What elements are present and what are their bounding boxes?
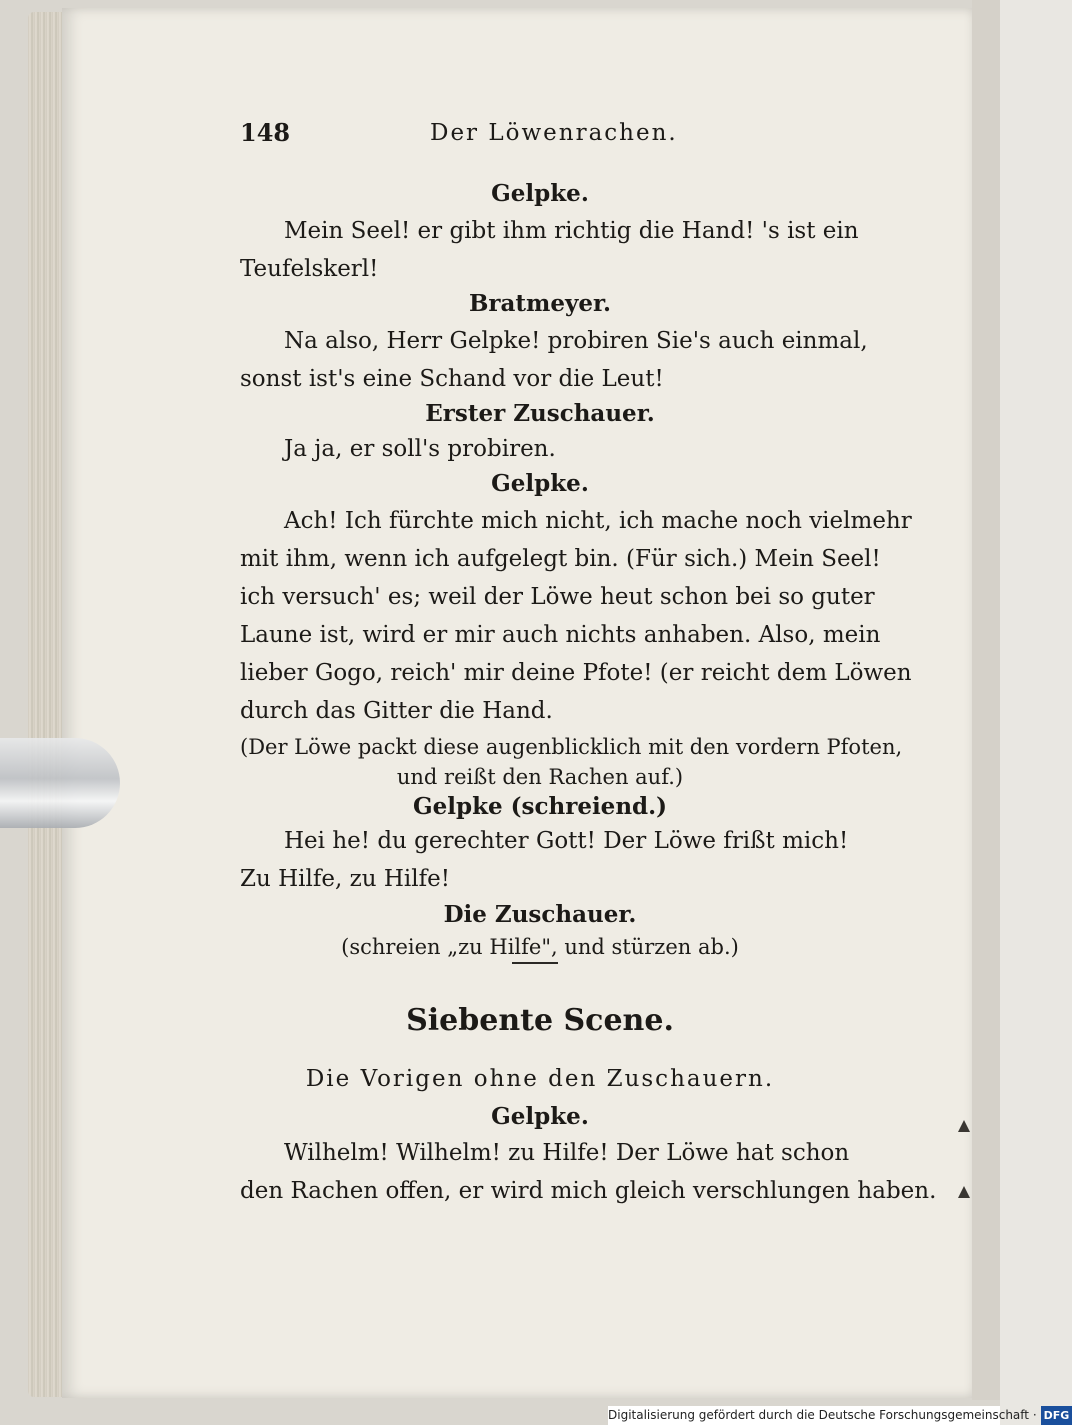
dialogue-line: Zu Hilfe, zu Hilfe! (240, 866, 450, 892)
page-clip (0, 738, 120, 828)
scene-cast: Die Vorigen ohne den Zuschauern. (305, 1066, 775, 1092)
binding-mark (958, 1120, 970, 1132)
dialogue-line: Laune ist, wird er mir auch nichts anhaben. Also, mein (240, 622, 881, 648)
dialogue-line: Hei he! du gerechter Gott! Der Löwe frißt mich! (284, 828, 849, 854)
dialogue-line: ich versuch' es; weil der Löwe heut schon bei so guter (240, 584, 875, 610)
dfg-logo: DFG (1041, 1406, 1072, 1425)
speaker-name: Die Zuschauer. (443, 901, 637, 928)
stage-direction: und reißt den Rachen auf.) (396, 765, 684, 789)
speaker-name: Gelpke (schreiend.) (412, 793, 668, 820)
dialogue-line: Na also, Herr Gelpke! probiren Sie's auch einmal, (284, 328, 868, 354)
page-number: 148 (240, 118, 291, 147)
dialogue-line: durch das Gitter die Hand. (240, 698, 553, 724)
speaker-name: Erster Zuschauer. (425, 400, 655, 427)
speaker-name: Bratmeyer. (468, 290, 612, 317)
dialogue-line: Wilhelm! Wilhelm! zu Hilfe! Der Löwe hat schon (284, 1140, 850, 1166)
page-body (240, 0, 937, 1425)
dialogue-line: den Rachen offen, er wird mich gleich verschlungen haben. (240, 1178, 937, 1204)
speaker-name: Gelpke. (491, 1103, 589, 1130)
dialogue-line: Ach! Ich fürchte mich nicht, ich mache noch vielmehr (284, 508, 912, 534)
dialogue-line: Ja ja, er soll's probiren. (284, 436, 556, 462)
footer-text: Digitalisierung gefördert durch die Deutsche Forschungsgemeinschaft · (608, 1408, 1037, 1422)
stage-direction: (schreien „zu Hilfe", und stürzen ab.) (341, 935, 739, 959)
dialogue-line: mit ihm, wenn ich aufgelegt bin. (Für sich.) Mein Seel! (240, 546, 881, 572)
dialogue-line: lieber Gogo, reich' mir deine Pfote! (er reicht dem Löwen (240, 660, 912, 686)
digitization-footer (608, 1406, 1070, 1425)
dialogue-line: sonst ist's eine Schand vor die Leut! (240, 366, 664, 392)
dialogue-line: Mein Seel! er gibt ihm richtig die Hand! 's ist ein (284, 218, 859, 244)
facing-page-edge (972, 0, 1000, 1400)
dialogue-line: Teufelskerl! (240, 256, 379, 282)
scene-title: Siebente Scene. (406, 1003, 674, 1038)
binding-mark (958, 1186, 970, 1198)
running-title: Der Löwenrachen. (430, 120, 678, 146)
speaker-name: Gelpke. (491, 470, 589, 497)
stage-direction: (Der Löwe packt diese augenblicklich mit den vordern Pfoten, (240, 735, 903, 759)
speaker-name: Gelpke. (491, 180, 589, 207)
scene-divider (512, 962, 558, 964)
